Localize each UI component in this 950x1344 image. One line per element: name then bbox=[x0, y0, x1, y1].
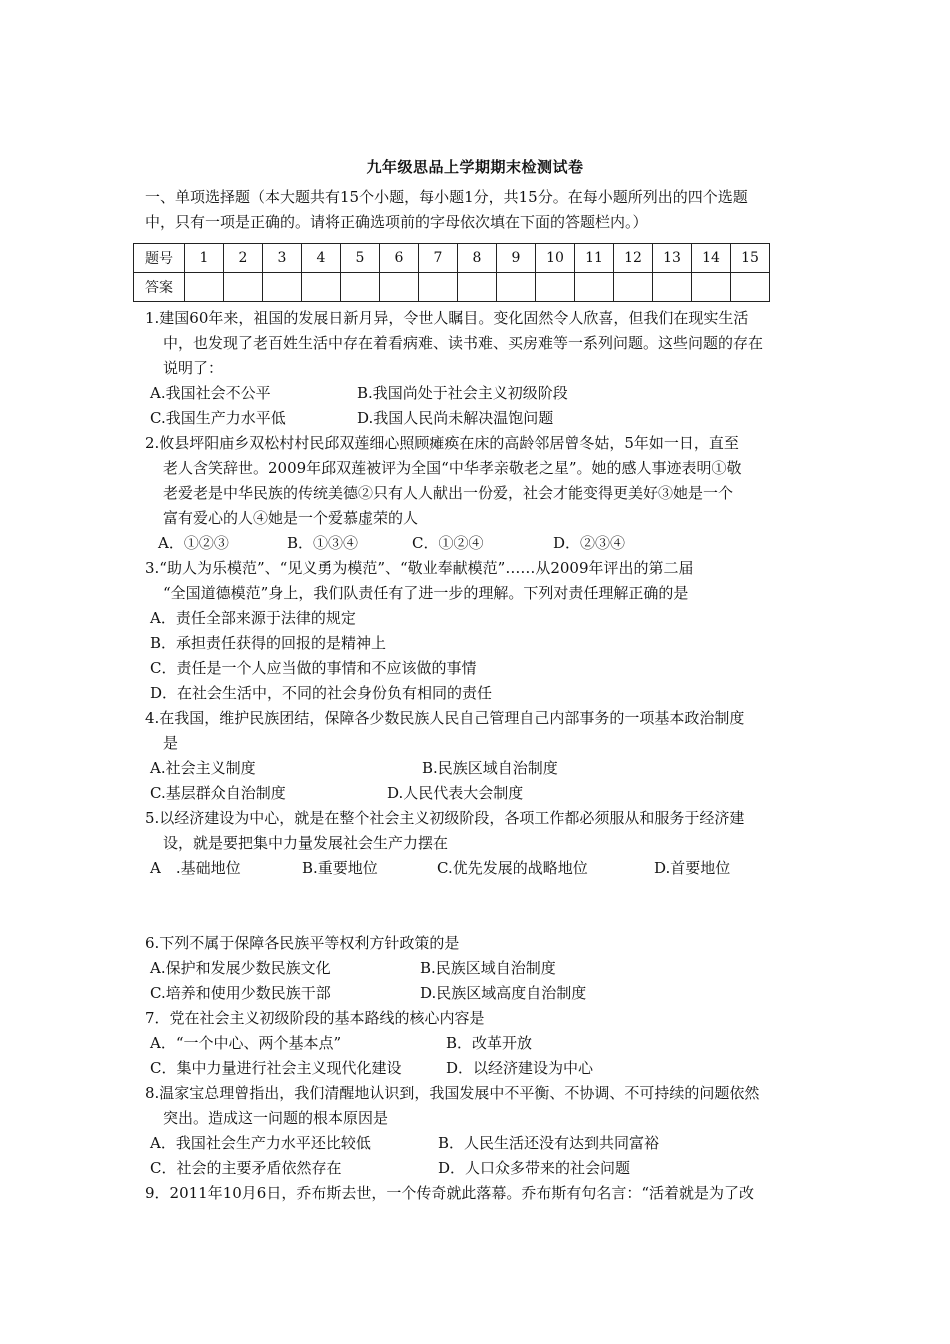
q7-option-b: B．改革开放 bbox=[446, 1034, 533, 1052]
answer-cell[interactable] bbox=[419, 273, 458, 302]
answer-cell[interactable] bbox=[263, 273, 302, 302]
question-number-cell: 4 bbox=[302, 244, 341, 273]
q6-option-b: B.民族区域自治制度 bbox=[420, 959, 556, 977]
question-number-cell: 2 bbox=[224, 244, 263, 273]
answer-cell[interactable] bbox=[731, 273, 770, 302]
question-number-cell: 7 bbox=[419, 244, 458, 273]
section-intro-line2: 中，只有一项是正确的。请将正确选项前的字母依次填在下面的答题栏内。） bbox=[145, 213, 648, 231]
answer-table-number-row bbox=[134, 244, 770, 273]
q8-option-d: D．人口众多带来的社会问题 bbox=[438, 1159, 631, 1177]
q6-line1: 6.下列不属于保障各民族平等权利方针政策的是 bbox=[145, 934, 460, 952]
q5-line1: 5.以经济建设为中心，就是在整个社会主义初级阶段，各项工作都必须服从和服务于经济建 bbox=[145, 809, 745, 827]
q5-option-a: A .基础地位 bbox=[150, 859, 241, 877]
q4-option-c: C.基层群众自治制度 bbox=[150, 784, 286, 802]
answer-cell[interactable] bbox=[614, 273, 653, 302]
q1-line1: 1.建国60年来，祖国的发展日新月异，令世人瞩目。变化固然令人欣喜，但我们在现实生活 bbox=[145, 309, 749, 327]
q3-line2: “全国道德模范”身上，我们队责任有了进一步的理解。下列对责任理解正确的是 bbox=[163, 584, 689, 602]
q2-option-a: A．①②③ bbox=[158, 534, 229, 552]
q4-option-a: A.社会主义制度 bbox=[150, 759, 256, 777]
q3-option-b: B．承担责任获得的回报的是精神上 bbox=[150, 634, 387, 652]
question-number-cell: 10 bbox=[536, 244, 575, 273]
q4-line2: 是 bbox=[163, 734, 179, 752]
q4-option-d: D.人民代表大会制度 bbox=[387, 784, 524, 802]
question-number-cell: 9 bbox=[497, 244, 536, 273]
q5-option-c: C.优先发展的战略地位 bbox=[437, 859, 588, 877]
q8-option-b: B．人民生活还没有达到共同富裕 bbox=[438, 1134, 660, 1152]
q7-option-c: C．集中力量进行社会主义现代化建设 bbox=[150, 1059, 402, 1077]
question-number-cell: 6 bbox=[380, 244, 419, 273]
q2-line1: 2.攸县坪阳庙乡双松村村民邱双莲细心照顾瘫痪在床的高龄邻居曾冬姑，5年如一日，直至 bbox=[145, 434, 739, 452]
question-number-cell: 14 bbox=[692, 244, 731, 273]
q2-line2: 老人含笑辞世。2009年邱双莲被评为全国“中华孝亲敬老之星”。她的感人事迹表明①敬 bbox=[163, 459, 742, 477]
answer-cell[interactable] bbox=[458, 273, 497, 302]
q3-option-a: A．责任全部来源于法律的规定 bbox=[150, 609, 356, 627]
question-number-cell: 12 bbox=[614, 244, 653, 273]
q3-option-c: C．责任是一个人应当做的事情和不应该做的事情 bbox=[150, 659, 477, 677]
answer-cell[interactable] bbox=[575, 273, 614, 302]
answer-table-answer-row bbox=[134, 273, 770, 302]
answer-cell[interactable] bbox=[185, 273, 224, 302]
q1-option-c: C.我国生产力水平低 bbox=[150, 409, 286, 427]
q8-option-a: A．我国社会生产力水平还比较低 bbox=[150, 1134, 371, 1152]
answer-cell[interactable] bbox=[692, 273, 731, 302]
answer-cell[interactable] bbox=[497, 273, 536, 302]
answer-cell[interactable] bbox=[224, 273, 263, 302]
question-number-cell: 5 bbox=[341, 244, 380, 273]
answer-cell[interactable] bbox=[536, 273, 575, 302]
q2-line3: 老爱老是中华民族的传统美德②只有人人献出一份爱，社会才能变得更美好③她是一个 bbox=[163, 484, 734, 502]
row-label-number: 题号 bbox=[134, 244, 185, 273]
q6-option-d: D.民族区域高度自治制度 bbox=[420, 984, 587, 1002]
q2-option-c: C．①②④ bbox=[412, 534, 484, 552]
q6-option-a: A.保护和发展少数民族文化 bbox=[150, 959, 331, 977]
q1-line3: 说明了： bbox=[163, 359, 224, 377]
question-number-cell: 13 bbox=[653, 244, 692, 273]
q1-line2: 中，也发现了老百姓生活中存在着看病难、读书难、买房难等一系列问题。这些问题的存在 bbox=[163, 334, 764, 352]
q5-option-b: B.重要地位 bbox=[302, 859, 378, 877]
question-number-cell: 1 bbox=[185, 244, 224, 273]
q8-option-c: C．社会的主要矛盾依然存在 bbox=[150, 1159, 342, 1177]
section-intro-line1: 一、单项选择题（本大题共有15个小题，每小题1分，共15分。在每小题所列出的四个选题 bbox=[145, 188, 748, 206]
answer-table bbox=[133, 243, 770, 302]
q5-option-d: D.首要地位 bbox=[654, 859, 731, 877]
q3-option-d: D．在社会生活中，不同的社会身份负有相同的责任 bbox=[150, 684, 493, 702]
q5-line2: 设，就是要把集中力量发展社会生产力摆在 bbox=[163, 834, 449, 852]
q8-line2: 突出。造成这一问题的根本原因是 bbox=[163, 1109, 389, 1127]
q1-option-a: A.我国社会不公平 bbox=[150, 384, 271, 402]
q4-line1: 4.在我国，维护民族团结，保障各少数民族人民自己管理自己内部事务的一项基本政治制度 bbox=[145, 709, 745, 727]
question-number-cell: 3 bbox=[263, 244, 302, 273]
exam-title: 九年级思品上学期期末检测试卷 bbox=[366, 158, 584, 176]
answer-cell[interactable] bbox=[380, 273, 419, 302]
q2-option-b: B．①③④ bbox=[287, 534, 359, 552]
q2-option-d: D．②③④ bbox=[553, 534, 626, 552]
answer-cell[interactable] bbox=[341, 273, 380, 302]
q2-line4: 富有爱心的人④她是一个爱慕虚荣的人 bbox=[163, 509, 419, 527]
q8-line1: 8.温家宝总理曾指出，我们清醒地认识到，我国发展中不平衡、不协调、不可持续的问题依然 bbox=[145, 1084, 760, 1102]
q7-option-d: D．以经济建设为中心 bbox=[446, 1059, 594, 1077]
q7-option-a: A．“一个中心、两个基本点” bbox=[150, 1034, 342, 1052]
q4-option-b: B.民族区域自治制度 bbox=[422, 759, 558, 777]
q3-line1: 3.“助人为乐模范”、“见义勇为模范”、“敬业奉献模范”……从2009年评出的第二届 bbox=[145, 559, 694, 577]
q1-option-d: D.我国人民尚未解决温饱问题 bbox=[357, 409, 554, 427]
row-label-answer: 答案 bbox=[134, 273, 185, 302]
question-number-cell: 11 bbox=[575, 244, 614, 273]
q9-line1: 9．2011年10月6日，乔布斯去世，一个传奇就此落幕。乔布斯有句名言：“活着就是为了改 bbox=[145, 1184, 755, 1202]
q7-line1: 7．党在社会主义初级阶段的基本路线的核心内容是 bbox=[145, 1009, 485, 1027]
question-number-cell: 15 bbox=[731, 244, 770, 273]
question-number-cell: 8 bbox=[458, 244, 497, 273]
answer-cell[interactable] bbox=[653, 273, 692, 302]
answer-cell[interactable] bbox=[302, 273, 341, 302]
q1-option-b: B.我国尚处于社会主义初级阶段 bbox=[357, 384, 568, 402]
q6-option-c: C.培养和使用少数民族干部 bbox=[150, 984, 331, 1002]
